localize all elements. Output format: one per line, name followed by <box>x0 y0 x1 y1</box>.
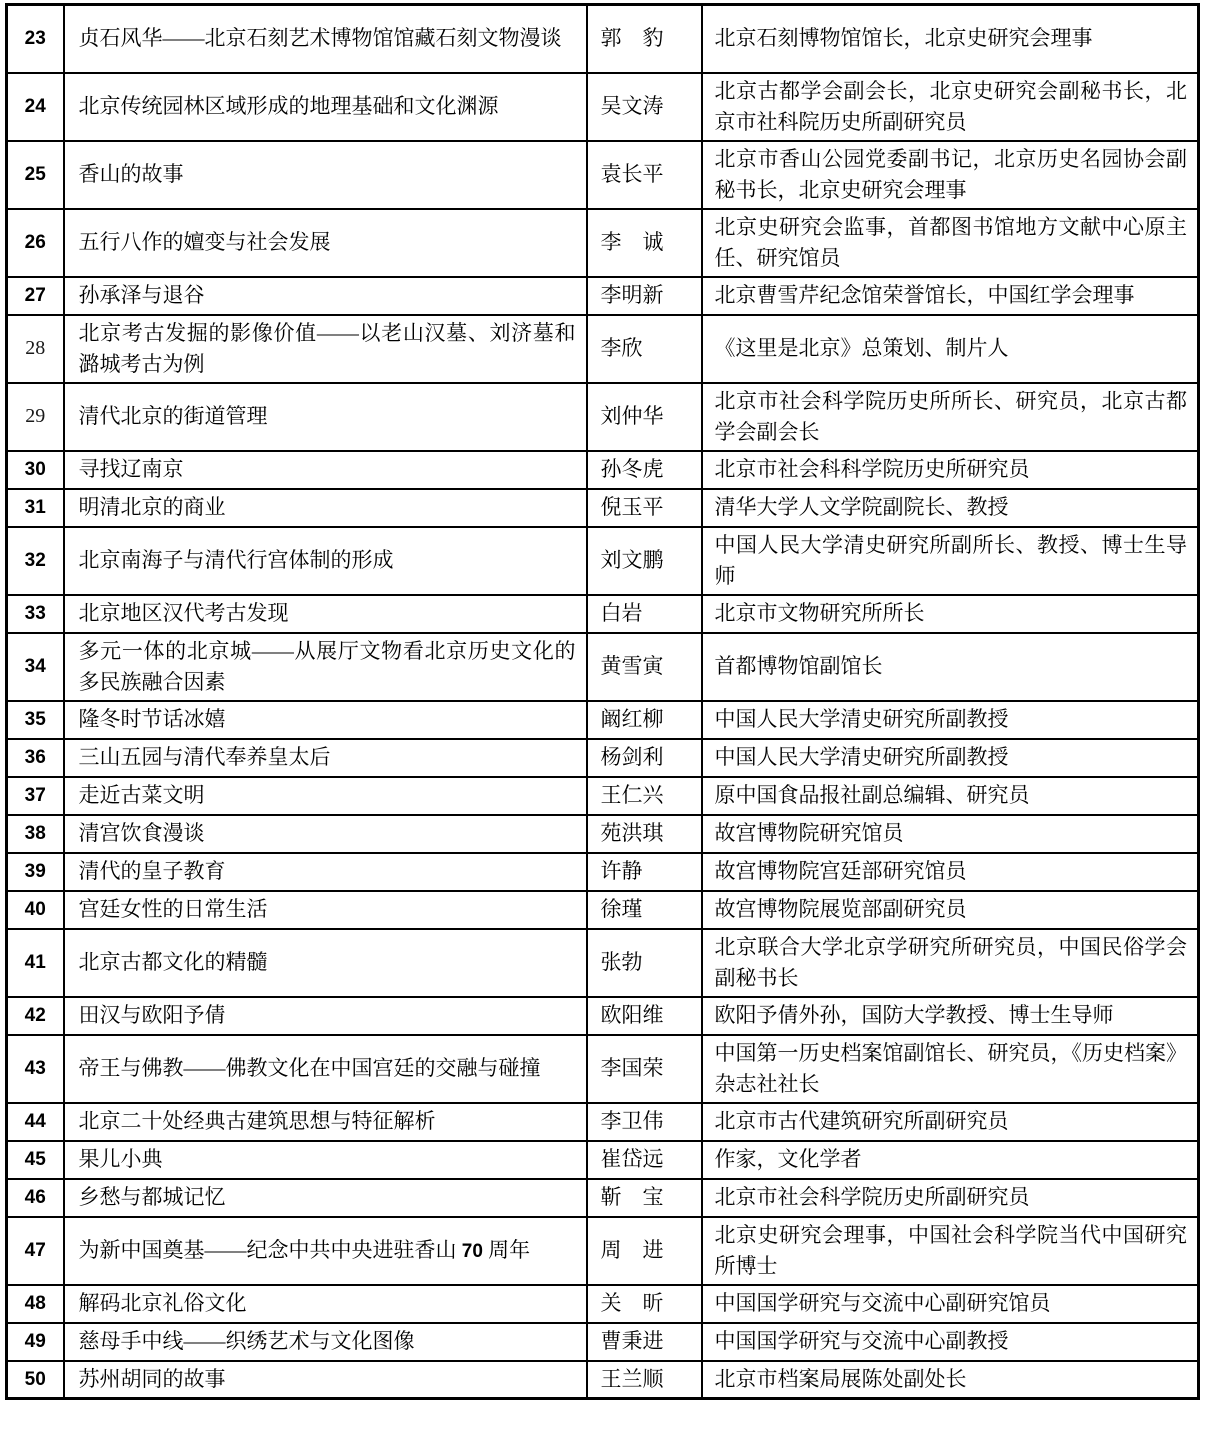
title-cell: 隆冬时节话冰嬉 <box>64 701 587 739</box>
title-cell: 清宫饮食漫谈 <box>64 815 587 853</box>
row-number-cell: 35 <box>7 701 64 739</box>
lecture-schedule-table <box>5 3 1200 1400</box>
table-row <box>7 1141 1199 1179</box>
row-number-cell: 46 <box>7 1179 64 1217</box>
title-cell: 田汉与欧阳予倩 <box>64 997 587 1035</box>
table-row <box>7 277 1199 315</box>
table-row <box>7 383 1199 451</box>
affiliation-cell: 北京曹雪芹纪念馆荣誉馆长，中国红学会理事 <box>702 277 1199 315</box>
title-cell: 明清北京的商业 <box>64 489 587 527</box>
speaker-cell: 周 进 <box>587 1217 702 1285</box>
speaker-cell: 郭 豹 <box>587 5 702 73</box>
row-number-cell: 29 <box>7 383 64 451</box>
row-number-cell: 32 <box>7 527 64 595</box>
title-cell: 解码北京礼俗文化 <box>64 1285 587 1323</box>
row-number-cell: 36 <box>7 739 64 777</box>
title-cell: 走近古菜文明 <box>64 777 587 815</box>
table-row <box>7 451 1199 489</box>
affiliation-cell: 北京市社会科学院历史所所长、研究员，北京古都学会副会长 <box>702 383 1199 451</box>
title-cell: 清代北京的街道管理 <box>64 383 587 451</box>
affiliation-cell: 首都博物馆副馆长 <box>702 633 1199 701</box>
title-cell: 五行八作的嬗变与社会发展 <box>64 209 587 277</box>
affiliation-cell: 故宫博物院展览部副研究员 <box>702 891 1199 929</box>
table-row <box>7 1035 1199 1103</box>
title-cell: 苏州胡同的故事 <box>64 1361 587 1399</box>
row-number-cell: 41 <box>7 929 64 997</box>
affiliation-cell: 北京史研究会监事，首都图书馆地方文献中心原主任、研究馆员 <box>702 209 1199 277</box>
title-cell: 贞石风华——北京石刻艺术博物馆馆藏石刻文物漫谈 <box>64 5 587 73</box>
row-number-cell: 47 <box>7 1217 64 1285</box>
affiliation-cell: 北京市文物研究所所长 <box>702 595 1199 633</box>
title-cell: 多元一体的北京城——从展厅文物看北京历史文化的多民族融合因素 <box>64 633 587 701</box>
row-number-cell: 48 <box>7 1285 64 1323</box>
title-cell: 寻找辽南京 <box>64 451 587 489</box>
row-number-cell: 26 <box>7 209 64 277</box>
affiliation-cell: 北京联合大学北京学研究所研究员，中国民俗学会副秘书长 <box>702 929 1199 997</box>
speaker-cell: 阚红柳 <box>587 701 702 739</box>
lecture-table-body <box>7 5 1199 1399</box>
affiliation-cell: 中国人民大学清史研究所副所长、教授、博士生导师 <box>702 527 1199 595</box>
row-number-cell: 49 <box>7 1323 64 1361</box>
speaker-cell: 张勃 <box>587 929 702 997</box>
affiliation-cell: 中国第一历史档案馆副馆长、研究员，《历史档案》杂志社社长 <box>702 1035 1199 1103</box>
speaker-cell: 吴文涛 <box>587 73 702 141</box>
row-number-cell: 43 <box>7 1035 64 1103</box>
speaker-cell: 王仁兴 <box>587 777 702 815</box>
table-row <box>7 891 1199 929</box>
speaker-cell: 王兰顺 <box>587 1361 702 1399</box>
table-row <box>7 633 1199 701</box>
table-row <box>7 997 1199 1035</box>
table-row <box>7 777 1199 815</box>
affiliation-cell: 北京市社会科学院历史所副研究员 <box>702 1179 1199 1217</box>
table-row <box>7 1361 1199 1399</box>
speaker-cell: 李 诚 <box>587 209 702 277</box>
speaker-cell: 刘文鹏 <box>587 527 702 595</box>
speaker-cell: 倪玉平 <box>587 489 702 527</box>
title-cell: 北京二十处经典古建筑思想与特征解析 <box>64 1103 587 1141</box>
title-cell: 清代的皇子教育 <box>64 853 587 891</box>
affiliation-cell: 中国人民大学清史研究所副教授 <box>702 739 1199 777</box>
affiliation-cell: 故宫博物院宫廷部研究馆员 <box>702 853 1199 891</box>
affiliation-cell: 北京市古代建筑研究所副研究员 <box>702 1103 1199 1141</box>
affiliation-cell: 清华大学人文学院副院长、教授 <box>702 489 1199 527</box>
table-row <box>7 739 1199 777</box>
speaker-cell: 徐瑾 <box>587 891 702 929</box>
title-cell: 为新中国奠基——纪念中共中央进驻香山 70 周年 <box>64 1217 587 1285</box>
row-number-cell: 30 <box>7 451 64 489</box>
table-row <box>7 141 1199 209</box>
affiliation-cell: 北京市社会科科学院历史所研究员 <box>702 451 1199 489</box>
latin-number: 70 <box>461 1240 483 1262</box>
affiliation-cell: 作家，文化学者 <box>702 1141 1199 1179</box>
row-number-cell: 24 <box>7 73 64 141</box>
speaker-cell: 苑洪琪 <box>587 815 702 853</box>
speaker-cell: 李国荣 <box>587 1035 702 1103</box>
affiliation-cell: 《这里是北京》总策划、制片人 <box>702 315 1199 383</box>
row-number-cell: 50 <box>7 1361 64 1399</box>
speaker-cell: 靳 宝 <box>587 1179 702 1217</box>
title-cell: 北京南海子与清代行宫体制的形成 <box>64 527 587 595</box>
row-number-cell: 45 <box>7 1141 64 1179</box>
title-cell: 三山五园与清代奉养皇太后 <box>64 739 587 777</box>
speaker-cell: 李卫伟 <box>587 1103 702 1141</box>
row-number-cell: 42 <box>7 997 64 1035</box>
table-row <box>7 1217 1199 1285</box>
table-row <box>7 527 1199 595</box>
table-row <box>7 489 1199 527</box>
table-row <box>7 929 1199 997</box>
speaker-cell: 黄雪寅 <box>587 633 702 701</box>
row-number-cell: 28 <box>7 315 64 383</box>
affiliation-cell: 中国国学研究与交流中心副教授 <box>702 1323 1199 1361</box>
table-row <box>7 815 1199 853</box>
row-number-cell: 34 <box>7 633 64 701</box>
row-number-cell: 27 <box>7 277 64 315</box>
speaker-cell: 孙冬虎 <box>587 451 702 489</box>
speaker-cell: 崔岱远 <box>587 1141 702 1179</box>
row-number-cell: 31 <box>7 489 64 527</box>
row-number-cell: 37 <box>7 777 64 815</box>
row-number-cell: 25 <box>7 141 64 209</box>
title-cell: 果儿小典 <box>64 1141 587 1179</box>
speaker-cell: 李明新 <box>587 277 702 315</box>
table-row <box>7 853 1199 891</box>
affiliation-cell: 北京石刻博物馆馆长，北京史研究会理事 <box>702 5 1199 73</box>
table-row <box>7 5 1199 73</box>
speaker-cell: 李欣 <box>587 315 702 383</box>
title-cell: 北京地区汉代考古发现 <box>64 595 587 633</box>
row-number-cell: 33 <box>7 595 64 633</box>
row-number-cell: 23 <box>7 5 64 73</box>
table-row <box>7 595 1199 633</box>
affiliation-cell: 欧阳予倩外孙，国防大学教授、博士生导师 <box>702 997 1199 1035</box>
table-row <box>7 209 1199 277</box>
affiliation-cell: 中国人民大学清史研究所副教授 <box>702 701 1199 739</box>
table-row <box>7 1285 1199 1323</box>
affiliation-cell: 北京市香山公园党委副书记，北京历史名园协会副秘书长，北京史研究会理事 <box>702 141 1199 209</box>
table-row <box>7 315 1199 383</box>
table-row <box>7 73 1199 141</box>
affiliation-cell: 中国国学研究与交流中心副研究馆员 <box>702 1285 1199 1323</box>
table-row <box>7 1103 1199 1141</box>
speaker-cell: 许静 <box>587 853 702 891</box>
table-row <box>7 1323 1199 1361</box>
affiliation-cell: 北京史研究会理事，中国社会科学院当代中国研究所博士 <box>702 1217 1199 1285</box>
speaker-cell: 杨剑利 <box>587 739 702 777</box>
title-cell: 孙承泽与退谷 <box>64 277 587 315</box>
speaker-cell: 曹秉进 <box>587 1323 702 1361</box>
affiliation-cell: 原中国食品报社副总编辑、研究员 <box>702 777 1199 815</box>
speaker-cell: 袁长平 <box>587 141 702 209</box>
affiliation-cell: 北京古都学会副会长，北京史研究会副秘书长，北京市社科院历史所副研究员 <box>702 73 1199 141</box>
title-cell: 北京古都文化的精髓 <box>64 929 587 997</box>
speaker-cell: 白岩 <box>587 595 702 633</box>
table-row <box>7 1179 1199 1217</box>
title-cell: 香山的故事 <box>64 141 587 209</box>
title-cell: 乡愁与都城记忆 <box>64 1179 587 1217</box>
title-cell: 帝王与佛教——佛教文化在中国宫廷的交融与碰撞 <box>64 1035 587 1103</box>
row-number-cell: 40 <box>7 891 64 929</box>
title-cell: 北京传统园林区域形成的地理基础和文化渊源 <box>64 73 587 141</box>
title-cell: 北京考古发掘的影像价值——以老山汉墓、刘济墓和潞城考古为例 <box>64 315 587 383</box>
row-number-cell: 44 <box>7 1103 64 1141</box>
table-row <box>7 701 1199 739</box>
affiliation-cell: 北京市档案局展陈处副处长 <box>702 1361 1199 1399</box>
title-cell: 宫廷女性的日常生活 <box>64 891 587 929</box>
row-number-cell: 39 <box>7 853 64 891</box>
title-cell: 慈母手中线——织绣艺术与文化图像 <box>64 1323 587 1361</box>
affiliation-cell: 故宫博物院研究馆员 <box>702 815 1199 853</box>
speaker-cell: 关 昕 <box>587 1285 702 1323</box>
speaker-cell: 欧阳维 <box>587 997 702 1035</box>
row-number-cell: 38 <box>7 815 64 853</box>
speaker-cell: 刘仲华 <box>587 383 702 451</box>
